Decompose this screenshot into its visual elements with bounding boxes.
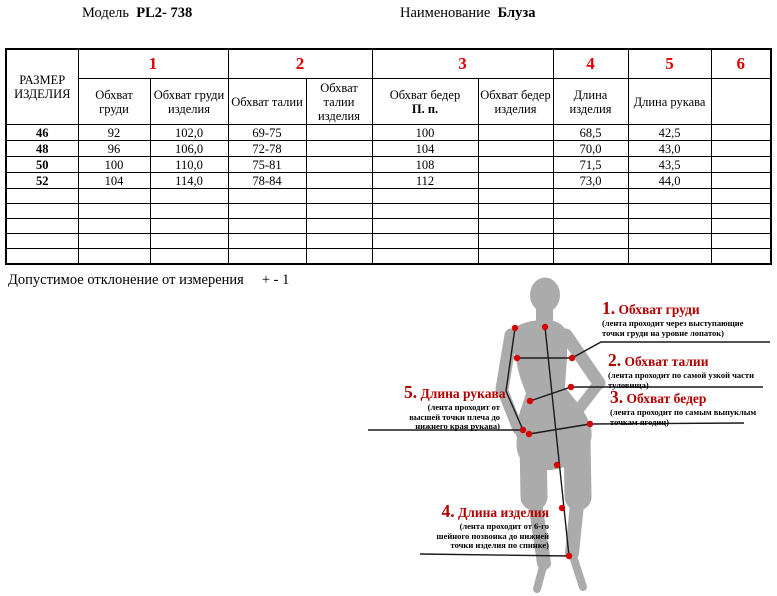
cell: 108 (372, 157, 478, 173)
cell: 70,0 (553, 141, 628, 157)
name-caption (400, 5, 535, 22)
cell (711, 173, 771, 189)
annotation-bust-description: (лента проходит через выступающие точки груди на уровне лопаток) (602, 318, 744, 338)
cell: 78-84 (228, 173, 306, 189)
cell: 71,5 (553, 157, 628, 173)
cell: 43,0 (628, 141, 711, 157)
col-hips (372, 79, 478, 125)
empty-row (6, 249, 771, 265)
model-caption (82, 5, 192, 22)
cell: 75-81 (228, 157, 306, 173)
cell: 100 (372, 125, 478, 141)
annotation-sleeve-description: (лента проходит от высшей точки плеча до нижнего края рукава) (409, 402, 500, 431)
table-row-size-48 (6, 141, 771, 157)
annotation-length (425, 501, 549, 551)
cell (711, 141, 771, 157)
group-6: 6 (711, 49, 771, 79)
size-cell: 50 (6, 157, 78, 173)
cell: 44,0 (628, 173, 711, 189)
wrist-point (520, 427, 526, 433)
knee-point (559, 505, 565, 511)
hip-right-point (587, 421, 593, 427)
ankle-point (566, 553, 572, 559)
cell (478, 173, 553, 189)
name-value: Блуза (497, 5, 536, 21)
col-bust: Обхват груди (78, 79, 150, 125)
cell: 110,0 (150, 157, 228, 173)
cell: 92 (78, 125, 150, 141)
annotation-number: 3. (610, 387, 624, 407)
col-length: Длина изделия (553, 79, 628, 125)
annotation-number: 2. (608, 350, 622, 370)
group-number-row (6, 49, 771, 79)
col-sleeve: Длина рукава (628, 79, 711, 125)
right-calf (572, 495, 578, 553)
annotation-label: Обхват талии (624, 354, 709, 369)
annotation-sleeve-title (404, 382, 506, 402)
col-bust-garment: Обхват груди изделия (150, 79, 228, 125)
cell: 100 (78, 157, 150, 173)
deviation-label: Допустимое отклонение от измерения (8, 272, 244, 288)
table-row-size-46 (6, 125, 771, 141)
right-foot (572, 553, 583, 587)
cell (711, 157, 771, 173)
annotation-number: 1. (602, 298, 616, 318)
cell: 73,0 (553, 173, 628, 189)
annotation-label: Длина рукава (420, 386, 506, 401)
col-6-empty (711, 79, 771, 125)
group-5: 5 (628, 49, 711, 79)
empty-row (6, 189, 771, 204)
size-cell: 48 (6, 141, 78, 157)
group-4: 4 (553, 49, 628, 79)
table-row-size-50 (6, 157, 771, 173)
cell: 102,0 (150, 125, 228, 141)
col-waist: Обхват талии (228, 79, 306, 125)
col-hips-label: Обхват бедер (389, 87, 461, 102)
cell: 68,5 (553, 125, 628, 141)
annotation-hips (610, 387, 775, 427)
empty-row (6, 204, 771, 219)
cell: 104 (372, 141, 478, 157)
figure-head (530, 278, 560, 313)
annotation-hips-description: (лента проходит по самым выпуклым точкам ягодиц) (610, 407, 757, 427)
cell (306, 173, 372, 189)
annotation-bust (602, 298, 774, 338)
empty-row (6, 219, 771, 234)
thigh-point (554, 462, 560, 468)
left-foot (537, 563, 544, 589)
cell (306, 141, 372, 157)
col-waist-garment: Обхват талии изделия (306, 79, 372, 125)
annotation-waist-title (608, 350, 773, 370)
annotation-bust-title (602, 298, 774, 318)
sub-header-row (6, 79, 771, 125)
name-label: Наименование (400, 5, 491, 21)
annotation-number: 5. (404, 382, 418, 402)
model-label: Модель (82, 5, 130, 21)
cell (306, 125, 372, 141)
cell: 104 (78, 173, 150, 189)
cell: 43,5 (628, 157, 711, 173)
annotation-waist-description: (лента проходит по самой узкой части туловища) (608, 370, 754, 390)
table-row-size-52 (6, 173, 771, 189)
size-table-container (5, 48, 772, 265)
annotation-label: Обхват бедер (626, 391, 707, 406)
group-3: 3 (372, 49, 553, 79)
cell (711, 125, 771, 141)
size-cell: 52 (6, 173, 78, 189)
cell: 42,5 (628, 125, 711, 141)
waist-right-point (568, 384, 574, 390)
col-hips-suffix: П. п. (411, 101, 439, 116)
cell (478, 125, 553, 141)
bust-right-point (569, 355, 575, 361)
cell: 69-75 (228, 125, 306, 141)
shoulder-point (512, 325, 518, 331)
cell: 112 (372, 173, 478, 189)
size-cell: 46 (6, 125, 78, 141)
cell: 106,0 (150, 141, 228, 157)
cell (306, 157, 372, 173)
group-1: 1 (78, 49, 228, 79)
cell: 114,0 (150, 173, 228, 189)
model-value: PL2- 738 (136, 5, 193, 21)
hip-left-point (526, 431, 532, 437)
annotation-waist (608, 350, 773, 390)
group-2: 2 (228, 49, 372, 79)
col-hips-garment: Обхват бедер изделия (478, 79, 553, 125)
annotation-hips-title (610, 387, 775, 407)
cell (478, 157, 553, 173)
deviation-value: + - 1 (261, 272, 290, 288)
annotation-label: Длина изделия (458, 505, 549, 520)
cell: 96 (78, 141, 150, 157)
annotation-sleeve (404, 382, 506, 432)
cell (478, 141, 553, 157)
bust-left-point (514, 355, 520, 361)
empty-row (6, 234, 771, 249)
annotation-length-title (425, 501, 549, 521)
annotation-length-description: (лента проходит от 6-го шейного позвонка до нижней точки изделия по спинке) (436, 521, 549, 550)
size-table (5, 48, 772, 265)
neck-point (542, 324, 548, 330)
corner-header: РАЗМЕР ИЗДЕЛИЯ (6, 49, 78, 125)
deviation-note (8, 272, 289, 289)
waist-left-point (527, 398, 533, 404)
annotation-label: Обхват груди (618, 302, 700, 317)
annotation-number: 4. (441, 501, 455, 521)
cell: 72-78 (228, 141, 306, 157)
